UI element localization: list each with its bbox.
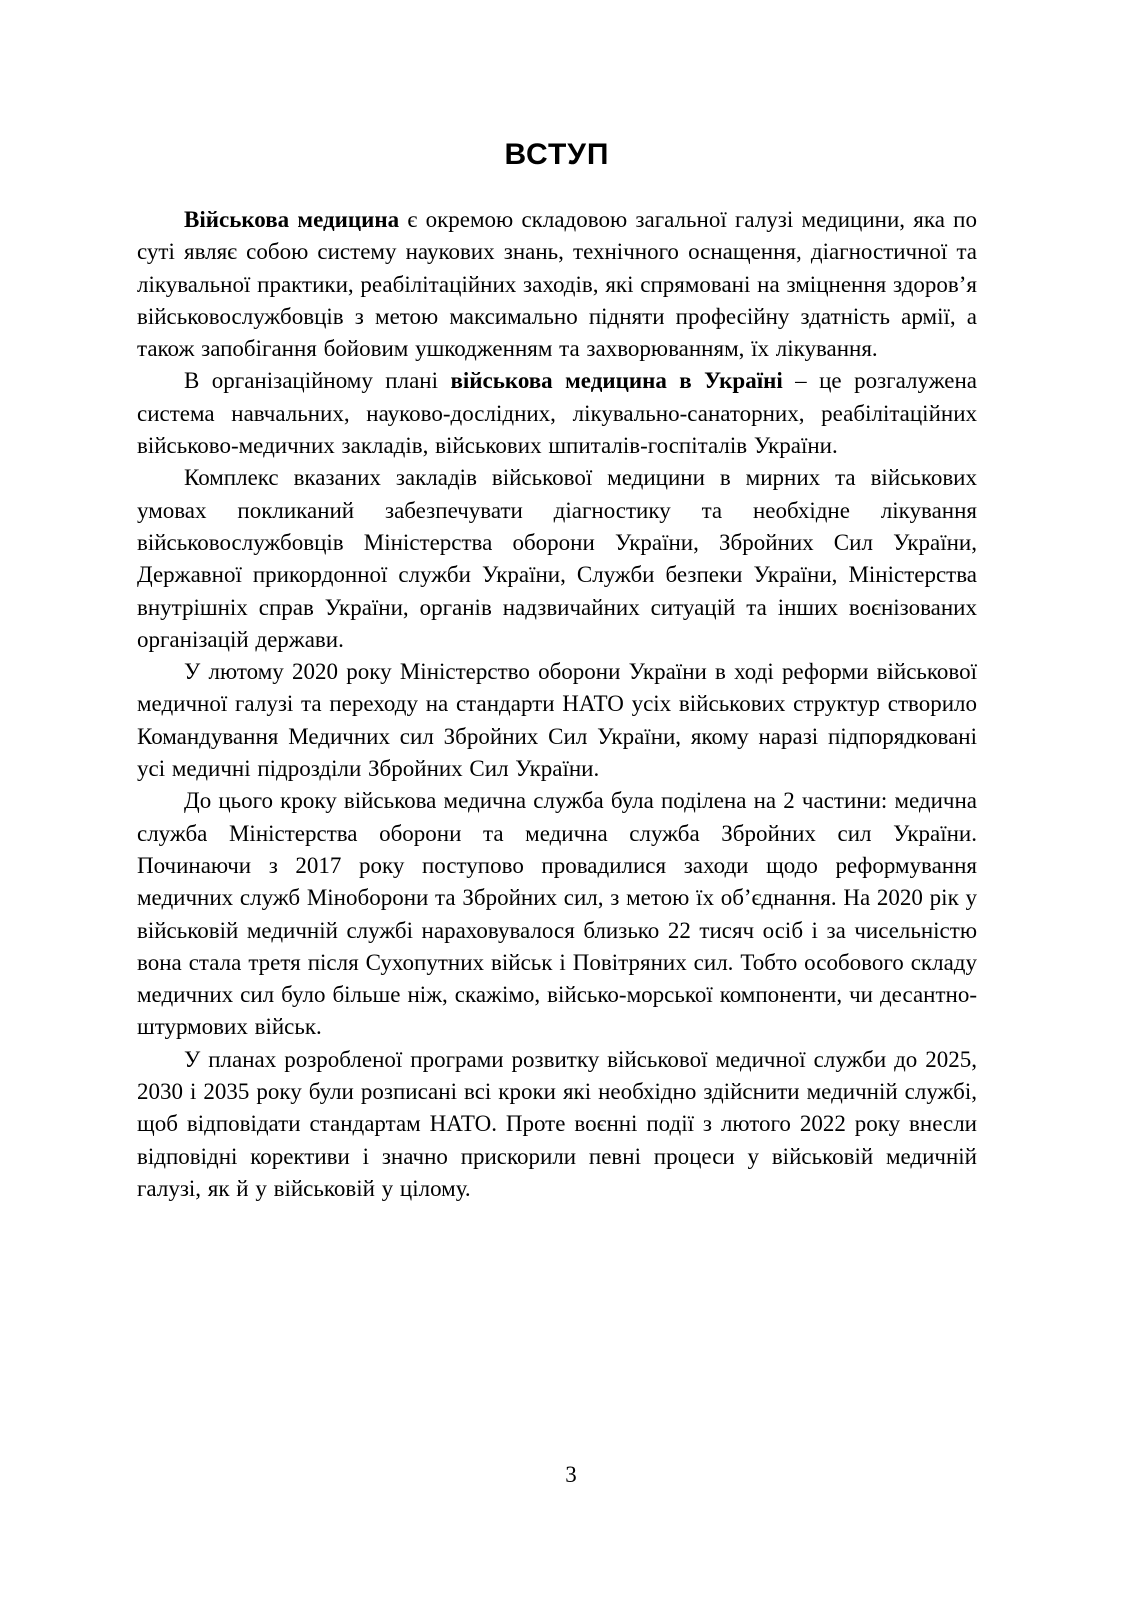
text-run: – це розгалужена система навчальних, науково-дослідних, лікувально-санаторних, реабілітаційних військово-медичних закладів, військових шпиталів-госпіталів України. xyxy=(137,368,978,459)
text-run: Комплекс вказаних закладів військової медицини в мирних та військових умовах покликаний забезпечувати діагностику та необхідне лікування військовослужбовців Міністерства оборони України, Збройних Сил України, Державної прикордонної служби України, Служби безпеки України, Міністерства внутрішніх справ України, органів надзвичайних ситуацій та інших воєнізованих організацій держави. xyxy=(137,465,977,652)
page-content xyxy=(137,138,977,1205)
paragraph xyxy=(137,656,977,785)
document-body xyxy=(137,204,977,1205)
text-run-bold: військова медицина в Україні xyxy=(450,368,783,394)
text-run: У лютому 2020 року Міністерство оборони України в ході реформи військової медичної галузі та переходу на стандарти НАТО усіх військових структур створило Командування Медичних сил Збройних Сил України, якому наразі підпорядковані усі медичні підрозділи Збройних Сил України. xyxy=(137,659,977,782)
paragraph xyxy=(137,1044,977,1205)
text-run: До цього кроку військова медична служба була поділена на 2 частини: медична служба Міністерства оборони та медична служба Збройних сил України. Починаючи з 2017 року поступово провадилися заходи щодо реформування медичних служб Міноборони та Збройних сил, з метою їх об’єднання. На 2020 рік у військовій медичній службі нараховувалося близько 22 тисяч осіб і за чисельністю вона стала третя після Сухопутних військ і Повітряних сил. Тобто особового складу медичних сил було більше ніж, скажімо, військо-морської компоненти, чи десантно-штурмових військ. xyxy=(137,788,977,1040)
text-run-bold: Військова медицина xyxy=(184,207,400,232)
paragraph xyxy=(137,365,977,462)
paragraph xyxy=(137,462,977,656)
text-run: є окремою складовою загальної галузі медицини, яка по суті являє собою систему наукових знань, технічного оснащення, діагностичної та лікувальної практики, реабілітаційних заходів, які спрямовані на зміцнення здоров’я військовослужбовців з метою максимально підняти професійну здатність армії, а також запобігання бойовим ушкодженням та захворюванням, їх лікування. xyxy=(137,207,977,362)
text-run: В організаційному плані xyxy=(184,368,451,394)
paragraph xyxy=(137,204,977,365)
text-run: У планах розробленої програми розвитку військової медичної служби до 2025, 2030 і 2035 року були розписані всі кроки які необхідно здійснити медичній службі, щоб відповідати стандартам НАТО. Проте воєнні події з лютого 2022 року внесли відповідні корективи і значно прискорили певні процеси у військовій медичній галузі, як й у військовій у цілому. xyxy=(137,1046,977,1201)
paragraph xyxy=(137,785,977,1043)
page-title: ВСТУП xyxy=(504,138,610,171)
page-number: 3 xyxy=(565,1462,577,1487)
